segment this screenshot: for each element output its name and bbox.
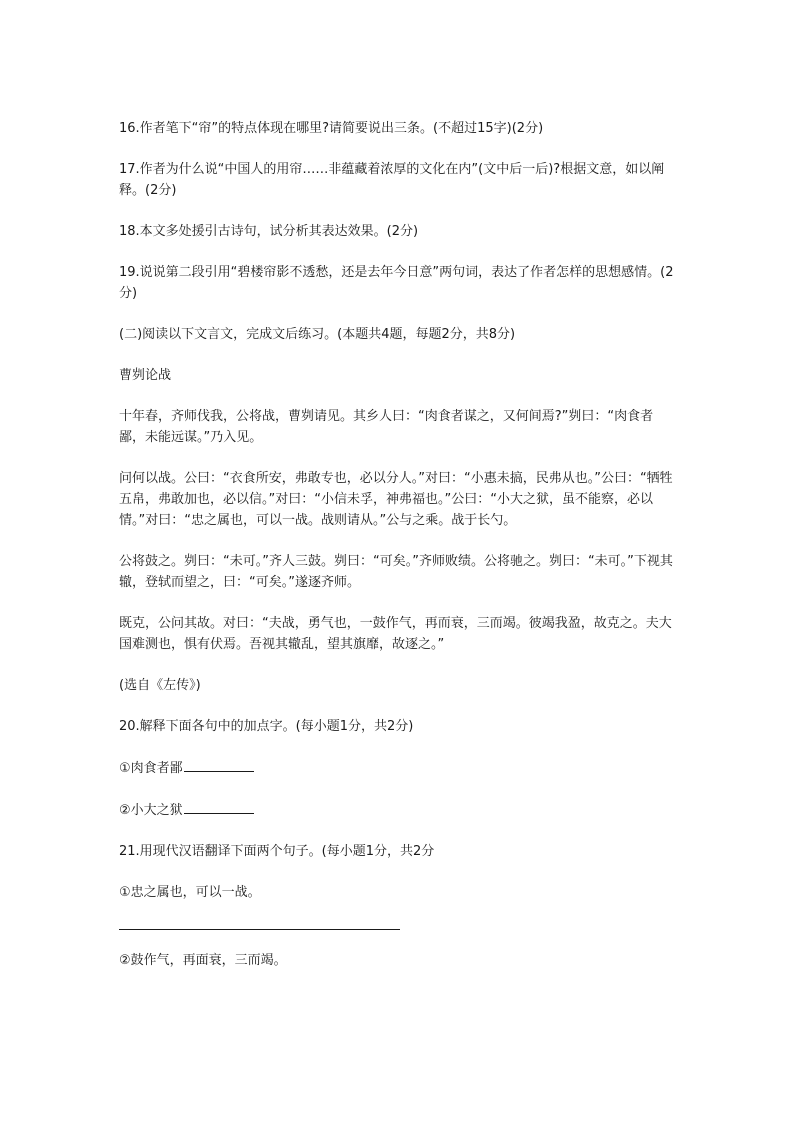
passage-paragraph-4: 既克，公问其故。对曰：“夫战，勇气也，一鼓作气，再而衰，三而竭。彼竭我盈，故克之。夫大国难测也，惧有伏焉。吾视其辙乱，望其旗靡，故逐之。”	[119, 616, 672, 652]
passage-source: (选自《左传》)	[119, 678, 201, 693]
question-20-item-2	[119, 799, 675, 821]
question-21-prompt: 21.用现代汉语翻译下面两个句子。(每小题1分，共2分	[119, 844, 435, 859]
question-21-item-2: ②鼓作气，再面衰，三而竭。	[119, 953, 287, 968]
section-two-intro: (二)阅读以下文言文，完成文后练习。(本题共4题，每题2分，共8分)	[119, 327, 516, 342]
passage-title: 曹刿论战	[119, 368, 172, 383]
question-20-item-1	[119, 757, 675, 779]
question-17: 17.作者为什么说“中国人的用帘……非蕴藏着浓厚的文化在内”(文中后一后)?根据文意，如以阐释。(2分)	[119, 162, 665, 198]
question-20-item-2-text: ②小大之狱	[119, 803, 183, 818]
question-16: 16.作者笔下“帘”的特点体现在哪里?请简要说出三条。(不超过15字)(2分)	[119, 121, 544, 136]
answer-line[interactable]	[119, 929, 400, 930]
question-21-item-1: ①忠之属也，可以一战。	[119, 885, 261, 900]
question-20-prompt: 20.解释下面各句中的加点字。(每小题1分，共2分)	[119, 719, 414, 734]
passage-paragraph-2: 问何以战。公曰：“衣食所安，弗敢专也，必以分人。”对曰：“小惠未搞，民弗从也。”公曰：“牺牲五帛，弗敢加也，必以信。”对曰：“小信未孚，神弗福也。”公曰：“小大之狱，虽不能察，必以情。”对曰：“忠之属也，可以一战。战则请从。”公与之乘。战于长勺。	[119, 471, 673, 528]
question-19: 19.说说第二段引用“碧楼帘影不透愁，还是去年今日意”两句词，表达了作者怎样的思想感情。(2分)	[119, 265, 674, 301]
answer-blank-1[interactable]	[184, 757, 254, 772]
document-page	[119, 118, 675, 991]
question-20-item-1-text: ①肉食者鄙	[119, 761, 183, 776]
question-18: 18.本文多处援引古诗句，试分析其表达效果。(2分)	[119, 224, 419, 239]
passage-paragraph-3: 公将鼓之。刿曰：“未可。”齐人三鼓。刿曰：“可矣。”齐师败绩。公将驰之。刿曰：“未可。”下视其辙，登轼而望之，曰：“可矣。”遂逐齐师。	[119, 554, 673, 590]
answer-blank-2[interactable]	[184, 799, 254, 814]
passage-paragraph-1: 十年春，齐师伐我，公将战，曹刿请见。其乡人曰：“肉食者谋之，又何间焉?”刿曰：“肉食者鄙，未能远谋。”乃入见。	[119, 409, 654, 445]
